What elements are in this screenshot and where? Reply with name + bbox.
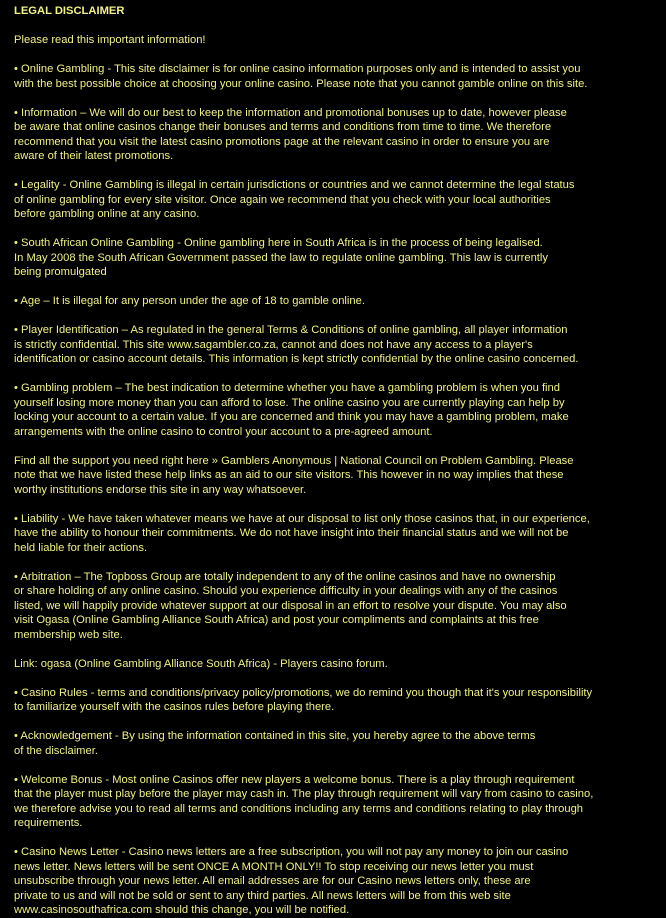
section-legality-line: • Legality - Online Gambling is illegal in certain jurisdictions or countries and we cannot determine the legal status — [14, 179, 575, 191]
section-acknowledgement — [14, 729, 658, 758]
section-link-ogasa-line: Link: ogasa (Online Gambling Alliance South Africa) - Players casino forum. — [14, 657, 388, 670]
section-news-letter — [14, 845, 658, 918]
disclaimer-sections — [14, 62, 658, 918]
section-casino-rules — [14, 686, 658, 715]
section-age-line: • Age – It is illegal for any person under the age of 18 to gamble online. — [14, 295, 365, 307]
section-support-line: note that we have listed these help links as an aid to our site visitors. This however in no way implies that these — [14, 469, 564, 481]
section-news-letter-line: • Casino News Letter - Casino news letters are a free subscription, you will not pay any money to join our casino — [14, 846, 569, 858]
section-welcome-bonus-line: requirements. — [14, 817, 83, 829]
intro-text: Please read this important information! — [14, 34, 206, 46]
section-south-african-line: In May 2008 the South African Government passed the law to regulate online gambling. This law is currently — [14, 251, 548, 264]
section-gambling-problem-line: • Gambling problem – The best indication to determine whether you have a gambling problem is when you find — [14, 382, 560, 394]
section-support — [14, 454, 658, 498]
section-liability — [14, 512, 658, 556]
section-legality-line: of online gambling for every site visitor. Once again we recommend that you check with your local authorities — [14, 193, 551, 206]
section-support-line: worthy institutions endorse this site in any way whatsoever. — [14, 483, 307, 496]
section-online-gambling-line: with the best possible choice at choosing your online casino. Please note that you cannot gamble online on this site. — [14, 77, 588, 90]
section-acknowledgement-line: of the disclaimer. — [14, 744, 98, 757]
section-casino-rules-line: to familiarize yourself with the casinos rules before playing there. — [14, 701, 335, 713]
section-news-letter-line: unsubscribe through your news letter. All email addresses are for our Casino news letters only, these are — [14, 875, 531, 887]
section-liability-line: held liable for their actions. — [14, 541, 148, 554]
section-news-letter-line: www.casinosouthafrica.com should this change, you will be notified. — [14, 904, 350, 916]
section-south-african — [14, 236, 658, 280]
section-welcome-bonus-line: we therefore advise you to read all terms and conditions including any terms and conditions relating to play through — [14, 802, 584, 815]
section-south-african-line: being promulgated — [14, 266, 107, 278]
section-gambling-problem-line: arrangements with the online casino to control your account to a pre-agreed amount. — [14, 425, 433, 438]
section-information-line: aware of their latest promotions. — [14, 150, 174, 162]
section-south-african-line: • South African Online Gambling - Online gambling here in South Africa is in the process of being legalised. — [14, 237, 543, 249]
section-online-gambling — [14, 62, 658, 91]
section-link-ogasa — [14, 657, 658, 672]
section-player-identification-line: is strictly confidential. This site www.sagambler.co.za, cannot and does not have any access to a player's — [14, 338, 533, 351]
section-information — [14, 106, 658, 164]
section-legality — [14, 178, 658, 222]
section-gambling-problem-line: locking your account to a certain value. If you are concerned and think you may have a gambling problem, make — [14, 411, 569, 423]
section-gambling-problem-line: yourself losing more money than you can afford to lose. The online casino you are currently playing can help by — [14, 396, 565, 409]
section-news-letter-line: news letter. News letters will be sent ONCE A MONTH ONLY!! To stop receiving our news letter you must — [14, 860, 534, 873]
section-arbitration — [14, 570, 658, 643]
section-information-line: recommend that you visit the latest casino promotions page at the relevant casino in order to ensure you are — [14, 135, 550, 148]
section-news-letter-line: private to us and will not be sold or sent to any third parties. All news letters will be from this web site — [14, 889, 511, 902]
section-welcome-bonus-line: • Welcome Bonus - Most online Casinos offer new players a welcome bonus. There is a play through requirement — [14, 773, 575, 786]
section-player-identification-line: • Player Identification – As regulated in the general Terms & Conditions of online gambling, all player information — [14, 324, 568, 336]
section-acknowledgement-line: • Acknowledgement - By using the information contained in this site, you hereby agree to the above terms — [14, 730, 536, 742]
section-information-line: be aware that online casinos change their bonuses and terms and conditions from time to time. We therefore — [14, 121, 552, 133]
section-welcome-bonus — [14, 773, 658, 831]
section-casino-rules-line: • Casino Rules - terms and conditions/privacy policy/promotions, we do remind you though that it's your responsibility — [14, 686, 593, 699]
section-age — [14, 294, 658, 309]
section-support-line: Find all the support you need right here » Gamblers Anonymous | National Council on Problem Gambling. Please — [14, 454, 574, 467]
section-welcome-bonus-line: that the player must play before the player may cash in. The play through requirement will vary from casino to casino, — [14, 788, 594, 800]
section-arbitration-line: visit Ogasa (Online Gambling Alliance South Africa) and post your compliments and complaints at this free — [14, 614, 539, 626]
section-gambling-problem — [14, 381, 658, 439]
section-player-identification-line: identification or casino account details. This information is kept strictly confidential by the online casino concerned. — [14, 353, 579, 365]
section-player-identification — [14, 323, 658, 367]
section-liability-line: • Liability - We have taken whatever means we have at our disposal to list only those casinos that, in our experience, — [14, 512, 590, 525]
section-information-line: • Information – We will do our best to keep the information and promotional bonuses up to date, however please — [14, 106, 567, 119]
section-online-gambling-line: • Online Gambling - This site disclaimer is for online casino information purposes only and is intended to assist you — [14, 63, 581, 75]
section-arbitration-line: membership web site. — [14, 628, 123, 641]
section-liability-line: have the ability to honour their commitments. We do not have insight into their financial status and we will not be — [14, 527, 569, 539]
page-title: LEGAL DISCLAIMER — [14, 5, 125, 17]
section-arbitration-line: listed, we will happily provide whatever support at our disposal in an effort to resolve your dispute. You may also — [14, 599, 567, 612]
section-arbitration-line: • Arbitration – The Topboss Group are totally independent to any of the online casinos and have no ownership — [14, 570, 556, 583]
section-legality-line: before gambling online at any casino. — [14, 208, 200, 220]
section-arbitration-line: or share holding of any online casino. Should you experience difficulty in your dealings with any of the casinos — [14, 585, 558, 597]
